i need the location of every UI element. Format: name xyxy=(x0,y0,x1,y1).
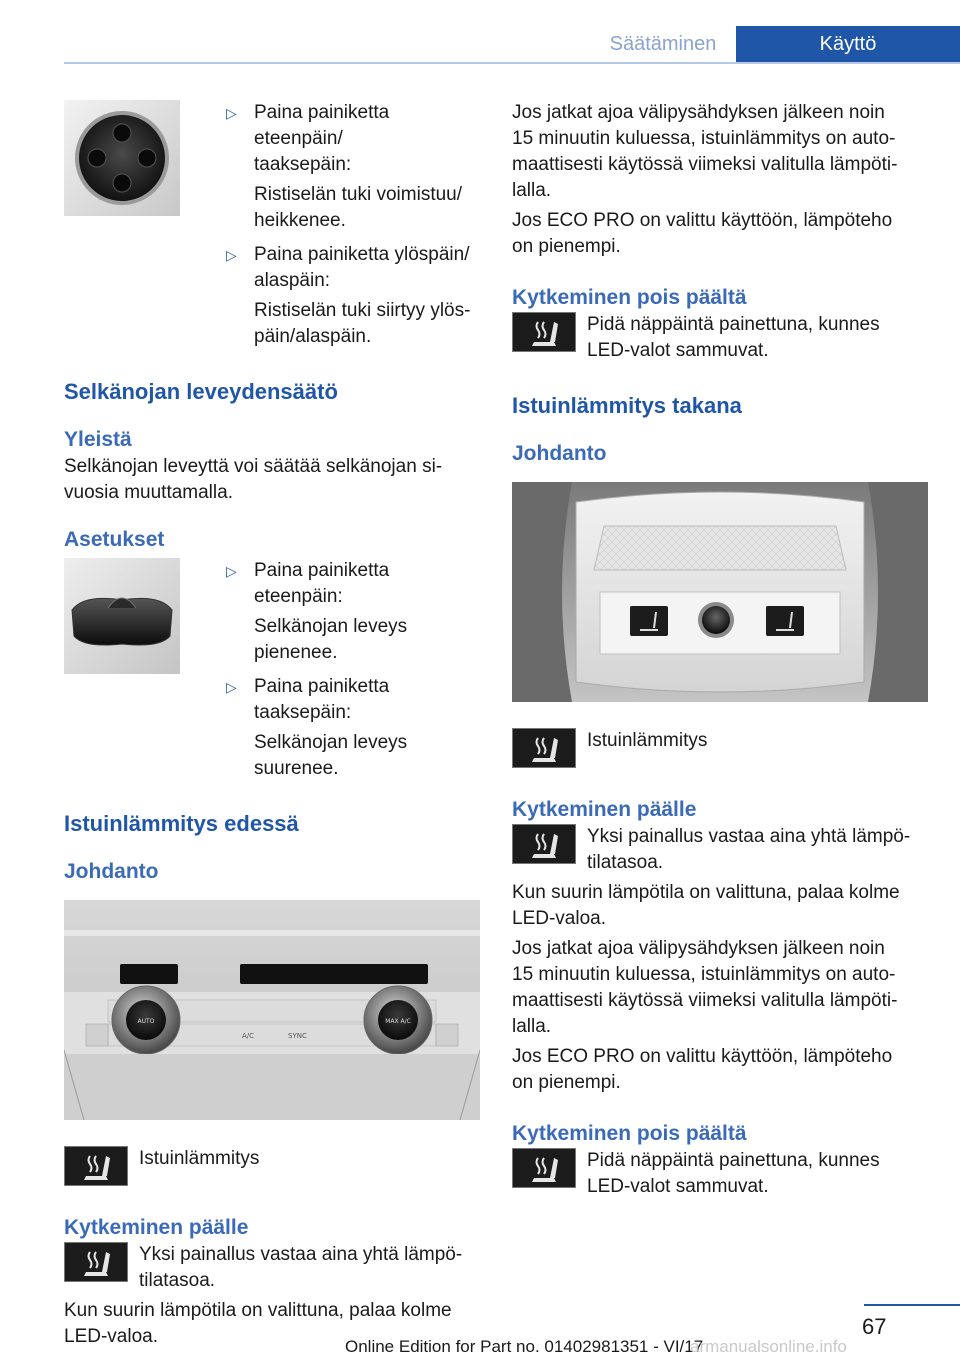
bullet-result: Selkänojan leveys pienenee. xyxy=(254,616,408,663)
front-heating-heading: Istuinlämmitys edessä xyxy=(64,811,299,836)
rear-seat-heating-button-row xyxy=(512,728,932,768)
switch-on-heading: Kytkeminen päälle xyxy=(64,1216,249,1239)
rear-switch-on-heading: Kytkeminen päälle xyxy=(512,798,697,821)
panel-label-sync: SYNC xyxy=(288,1032,307,1040)
bullet-triangle-icon: ▷ xyxy=(226,105,237,121)
right-column xyxy=(512,100,932,1200)
bullet-result: Ristiselän tuki siirtyy ylös‐ päin/alaspäin. xyxy=(254,300,471,347)
bullet-action: Paina painiketta eteenpäin/ taaksepäin: xyxy=(254,102,390,175)
lumbar-support-block xyxy=(64,100,484,350)
rear-heating-heading: Istuinlämmitys takana xyxy=(512,393,742,418)
seat-heating-icon[interactable] xyxy=(512,312,576,352)
rear-continue-driving-text: Jos jatkat ajoa välipysähdyksen jälkeen noin 15 minuutin kuluessa, istuinlämmitys on auto‐ maattisesti käytössä viimeksi valitulla lämpöti‐ lalla. xyxy=(512,938,898,1037)
climate-panel-image xyxy=(64,900,480,1120)
panel-label-auto: AUTO xyxy=(137,1018,155,1025)
bullet-action: Paina painiketta eteenpäin: xyxy=(254,560,390,607)
eco-pro-text: Jos ECO PRO on valittu käyttöön, lämpöteho on pienempi. xyxy=(512,210,893,257)
footer-rule xyxy=(864,1304,960,1306)
rear-switch-off-row xyxy=(512,1148,932,1200)
panel-label-ac: A/C xyxy=(242,1032,255,1040)
header-rule xyxy=(64,62,960,64)
bullet-triangle-icon: ▷ xyxy=(226,247,237,263)
switch-on-text: Yksi painallus vastaa aina yhtä lämpö‐ tilatasoa. xyxy=(139,1244,463,1291)
seat-heating-label: Istuinlämmitys xyxy=(139,1148,260,1169)
bullet-result: Selkänojan leveys suurenee. xyxy=(254,732,408,779)
panel-label-max-ac: MAX A/C xyxy=(385,1018,411,1025)
switch-off-text: Pidä näppäintä painettuna, kunnes LED-valot sammuvat. xyxy=(587,314,880,361)
bullet-triangle-icon: ▷ xyxy=(226,679,237,695)
bullet-action: Paina painiketta ylöspäin/ alaspäin: xyxy=(254,244,470,291)
rear-switch-off-text: Pidä näppäintä painettuna, kunnes LED-valot sammuvat. xyxy=(587,1150,880,1197)
seat-heating-icon[interactable] xyxy=(64,1146,128,1186)
seat-heating-icon[interactable] xyxy=(512,824,576,864)
watermark: armanualsonline.info xyxy=(690,1337,847,1356)
lumbar-switch-image xyxy=(64,100,180,216)
seat-heating-icon[interactable] xyxy=(512,728,576,768)
switch-off-heading: Kytkeminen pois päältä xyxy=(512,286,747,309)
rear-seat-heating-label: Istuinlämmitys xyxy=(587,730,708,751)
seat-heating-icon[interactable] xyxy=(64,1242,128,1282)
header-section-tab[interactable]: Säätäminen xyxy=(590,26,736,62)
rear-eco-pro-text: Jos ECO PRO on valittu käyttöön, lämpöteho on pienempi. xyxy=(512,1046,893,1093)
bullet-triangle-icon: ▷ xyxy=(226,563,237,579)
continue-driving-text: Jos jatkat ajoa välipysähdyksen jälkeen noin 15 minuutin kuluessa, istuinlämmitys on auto‐ maattisesti käytössä viimeksi valitulla lämpöti‐ lalla. xyxy=(512,102,898,201)
bullet-action: Paina painiketta taaksepäin: xyxy=(254,676,390,723)
edition-text: Online Edition for Part no. 01402981351 - VI/17 xyxy=(345,1337,704,1356)
backrest-width-heading: Selkänojan leveydensäätö xyxy=(64,379,338,404)
list-item xyxy=(226,100,480,234)
width-bullet-list xyxy=(226,558,480,782)
general-heading: Yleistä xyxy=(64,428,132,451)
switch-on-row xyxy=(64,1242,484,1294)
intro-heading: Johdanto xyxy=(64,860,159,883)
rear-switch-on-text: Yksi painallus vastaa aina yhtä lämpö‐ tilatasoa. xyxy=(587,826,911,873)
header-active-tab[interactable]: Käyttö xyxy=(736,26,960,62)
bullet-result: Ristiselän tuki voimistuu/ heikkenee. xyxy=(254,184,463,231)
rear-console-image xyxy=(512,482,928,702)
settings-heading: Asetukset xyxy=(64,528,165,551)
list-item xyxy=(226,242,480,350)
seat-heating-button-row xyxy=(64,1146,484,1186)
left-column xyxy=(64,100,484,1350)
lumbar-bullet-list xyxy=(226,100,480,350)
intro-heading: Johdanto xyxy=(512,442,607,465)
width-switch-image xyxy=(64,558,180,674)
list-item xyxy=(226,674,480,782)
max-temperature-text: Kun suurin lämpötila on valittuna, palaa kolme LED-valoa. xyxy=(64,1300,452,1347)
seat-heating-icon[interactable] xyxy=(512,1148,576,1188)
rear-switch-on-row xyxy=(512,824,932,876)
page-number: 67 xyxy=(862,1314,887,1339)
rear-max-temperature-text: Kun suurin lämpötila on valittuna, palaa kolme LED-valoa. xyxy=(512,882,900,929)
general-text: Selkänojan leveyttä voi säätää selkänojan si‐ vuosia muuttamalla. xyxy=(64,456,443,503)
list-item xyxy=(226,558,480,666)
switch-off-row xyxy=(512,312,932,364)
rear-switch-off-heading: Kytkeminen pois päältä xyxy=(512,1122,747,1145)
width-switch-block xyxy=(64,558,484,782)
